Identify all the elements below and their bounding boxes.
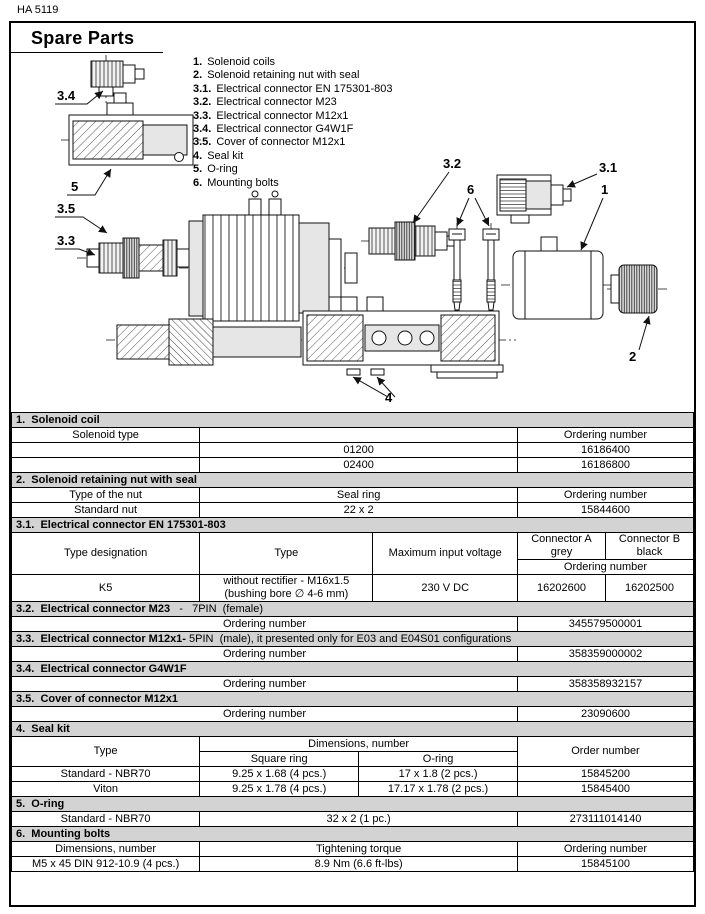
cell-seal-type: Viton [12, 782, 200, 797]
cell-square-ring: 9.25 x 1.68 (4 pcs.) [200, 767, 359, 782]
section-header: 3.5. Cover of connector M12x1 [12, 692, 694, 707]
cell-o-ring: 17.17 x 1.78 (2 pcs.) [359, 782, 518, 797]
table-cover-m12x1 [11, 691, 694, 722]
column-header: Type [12, 737, 200, 767]
legend-item [193, 136, 392, 149]
column-header: Dimensions, number [200, 737, 518, 752]
connector-m12x1-drawing [77, 238, 195, 278]
legend-item-label: Solenoid coils [207, 56, 276, 68]
cell-ordering-number: 15845200 [518, 767, 694, 782]
table-row [12, 857, 694, 872]
legend-item-label: Cover of connector M12x1 [216, 136, 346, 149]
cell-type-designation: K5 [12, 575, 200, 602]
column-header: Tightening torque [200, 842, 518, 857]
doc-code: HA 5119 [17, 4, 59, 16]
empty-cell [12, 443, 200, 458]
legend-item [193, 110, 392, 123]
legend-item [193, 69, 392, 82]
cell-ordering-number: 16186400 [518, 443, 694, 458]
legend-item-label: Electrical connector EN 175301-803 [216, 82, 393, 95]
callout-4: 4 [385, 390, 393, 405]
cell-seal-ring: 22 x 2 [200, 503, 518, 518]
cell-torque: 8.9 Nm (6.6 ft-lbs) [200, 857, 518, 872]
cell-seal-type: Standard - NBR70 [12, 767, 200, 782]
table-mounting-bolts [11, 826, 694, 872]
empty-cell [12, 458, 200, 473]
table-connector-en175301 [11, 517, 694, 602]
legend-item [193, 56, 392, 69]
column-header: Ordering number [518, 428, 694, 443]
legend-item-number: 5. [193, 163, 203, 176]
cell-ordering-number: 15845400 [518, 782, 694, 797]
callout-2: 2 [629, 349, 637, 364]
cell-square-ring: 9.25 x 1.78 (4 pcs.) [200, 782, 359, 797]
section-header: 2. Solenoid retaining nut with seal [12, 473, 694, 488]
page-title: Spare Parts [31, 28, 135, 48]
callout-3-1: 3.1 [599, 160, 618, 175]
callout-3-4: 3.4 [57, 88, 76, 103]
legend-item [193, 83, 392, 96]
cell-ordering-number: 358359000002 [518, 647, 694, 662]
table-row [12, 767, 694, 782]
legend-item-label: Mounting bolts [207, 176, 279, 189]
column-header: Type [200, 533, 373, 575]
table-row [12, 458, 694, 473]
section-header: 3.3. Electrical connector M12x1- 5PIN (male), it presented only for E03 and E04S01 configurations [12, 632, 694, 647]
section-header: 3.1. Electrical connector EN 175301-803 [12, 518, 694, 533]
table-row [12, 812, 694, 827]
cell-ordering-number: 15845100 [518, 857, 694, 872]
table-o-ring [11, 796, 694, 827]
legend-item-number: 2. [193, 69, 203, 82]
cell-solenoid-type: 01200 [200, 443, 518, 458]
solenoid-body-drawing [179, 191, 357, 321]
section-header: 6. Mounting bolts [12, 827, 694, 842]
table-row [12, 707, 694, 722]
section-header: 5. O-ring [12, 797, 694, 812]
callout-3-2: 3.2 [443, 156, 462, 171]
spare-parts-tables [11, 412, 694, 872]
column-header: Type of the nut [12, 488, 200, 503]
section-header: 3.4. Electrical connector G4W1F [12, 662, 694, 677]
table-row [12, 503, 694, 518]
cell-solenoid-type: 02400 [200, 458, 518, 473]
table-row [12, 617, 694, 632]
callout-3-3: 3.3 [57, 233, 76, 248]
cell-ordering-number: 16186800 [518, 458, 694, 473]
connector-m23-drawing [361, 222, 461, 260]
cell-nut-type: Standard nut [12, 503, 200, 518]
legend-item-label: Electrical connector G4W1F [216, 123, 354, 136]
legend-item-label: O-ring [207, 163, 238, 176]
callout-1: 1 [601, 182, 609, 197]
retaining-nut-drawing [607, 265, 667, 313]
legend-item-number: 3.2. [193, 96, 212, 109]
table-retaining-nut [11, 472, 694, 518]
legend-item-number: 4. [193, 149, 203, 162]
cell-ordering-label: Ordering number [12, 647, 518, 662]
cell-ordering-number: 15844600 [518, 503, 694, 518]
solenoid-coil-drawing [501, 237, 611, 319]
legend-item [193, 96, 392, 109]
legend-item [193, 150, 392, 163]
table-row [12, 575, 694, 602]
cell-ordering-number: 16202500 [605, 575, 693, 602]
legend-item-label: Electrical connector M12x1 [216, 109, 349, 122]
legend-item-number: 3.4. [193, 123, 212, 136]
cell-seal-type: Standard - NBR70 [12, 812, 200, 827]
table-connector-m12x1 [11, 631, 694, 662]
connector-en175301-drawing [497, 175, 571, 223]
column-header: Type designation [12, 533, 200, 575]
legend-item-number: 3.1. [193, 82, 212, 95]
legend-item-number: 6. [193, 176, 203, 189]
title-underline [11, 23, 163, 53]
legend-item-number: 3.3. [193, 109, 212, 122]
column-header: Square ring [200, 752, 359, 767]
column-header: Dimensions, number [12, 842, 200, 857]
diagram-area [11, 53, 694, 413]
table-seal-kit [11, 721, 694, 797]
legend-item-number: 1. [193, 56, 203, 68]
cell-ordering-number: 345579500001 [518, 617, 694, 632]
table-row [12, 677, 694, 692]
cell-ordering-number: 273111014140 [518, 812, 694, 827]
cell-ordering-number: 23090600 [518, 707, 694, 722]
column-header: Solenoid type [12, 428, 200, 443]
cell-o-ring: 17 x 1.8 (2 pcs.) [359, 767, 518, 782]
legend-item [193, 123, 392, 136]
column-header: Ordering number [518, 842, 694, 857]
callout-5: 5 [71, 179, 79, 194]
cell-dimensions: 32 x 2 (1 pc.) [200, 812, 518, 827]
table-connector-g4w1f [11, 661, 694, 692]
cell-ordering-label: Ordering number [12, 617, 518, 632]
cell-ordering-number: 358358932157 [518, 677, 694, 692]
cell-type: without rectifier - M16x1.5 (bushing bore ∅ 4-6 mm) [200, 575, 373, 602]
legend-item-number: 3.5. [193, 136, 212, 149]
legend-item-label: Seal kit [207, 149, 244, 162]
column-header: Connector B black [605, 533, 693, 560]
section-header: 4. Seal kit [12, 722, 694, 737]
cell-voltage: 230 V DC [373, 575, 518, 602]
cell-ordering-label: Ordering number [12, 707, 518, 722]
column-header: Seal ring [200, 488, 518, 503]
column-header: O-ring [359, 752, 518, 767]
table-row [12, 782, 694, 797]
empty-cell [200, 428, 518, 443]
table-solenoid-coil [11, 412, 694, 473]
legend-item-label: Solenoid retaining nut with seal [207, 69, 360, 82]
page-frame [9, 21, 696, 907]
cell-ordering-number: 16202600 [518, 575, 606, 602]
legend-item-label: Electrical connector M23 [216, 96, 337, 109]
section-header: 3.2. Electrical connector M23 - 7PIN (female) [12, 602, 694, 617]
callout-3-5: 3.5 [57, 201, 76, 216]
legend-item [193, 177, 392, 190]
cell-ordering-label: Ordering number [12, 677, 518, 692]
callout-6: 6 [467, 182, 475, 197]
table-row [12, 647, 694, 662]
mounting-bolts-drawing [449, 223, 499, 313]
section-header: 1. Solenoid coil [12, 413, 694, 428]
column-header: Ordering number [518, 488, 694, 503]
table-row [12, 443, 694, 458]
column-header: Ordering number [518, 560, 694, 575]
column-header: Order number [518, 737, 694, 767]
parts-legend [193, 56, 392, 190]
legend-item [193, 163, 392, 176]
table-connector-m23 [11, 601, 694, 632]
column-header: Connector A grey [518, 533, 606, 560]
column-header: Maximum input voltage [373, 533, 518, 575]
cell-dimensions: M5 x 45 DIN 912-10.9 (4 pcs.) [12, 857, 200, 872]
